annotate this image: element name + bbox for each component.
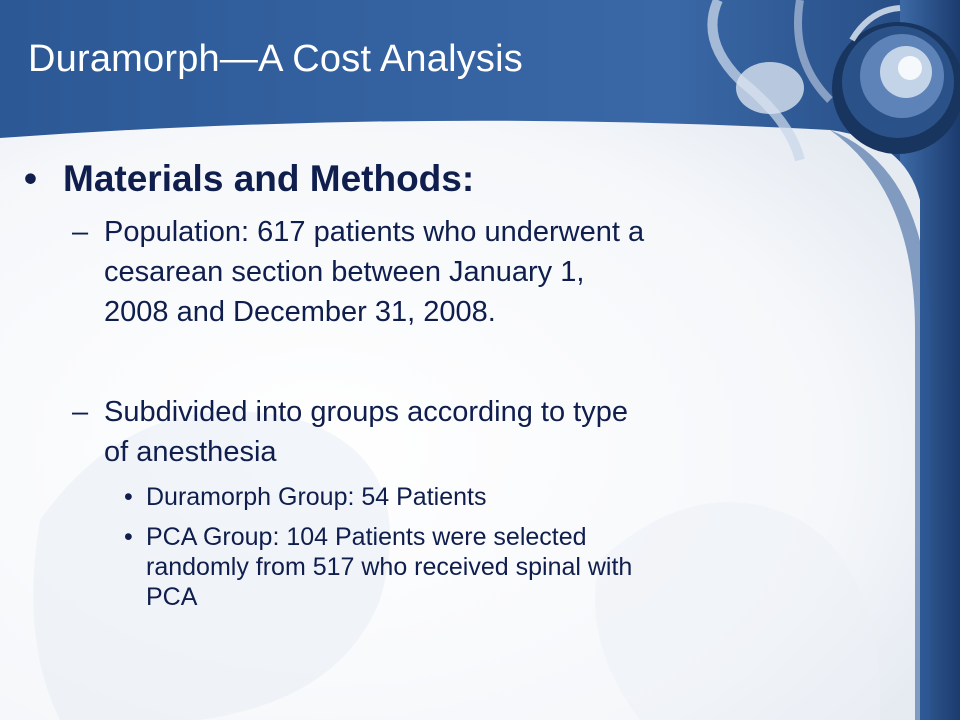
population-item <box>72 212 832 332</box>
subitem-line: randomly from 517 who received spinal with <box>146 553 633 581</box>
duramorph-group-item <box>124 482 824 512</box>
dash-marker: – <box>72 396 89 428</box>
item-line: Subdivided into groups according to type <box>104 396 628 428</box>
slide-title: Duramorph—A Cost Analysis <box>28 38 523 80</box>
subitem-line: PCA Group: 104 Patients were selected <box>146 523 587 551</box>
subitem-line: PCA <box>146 583 198 611</box>
subdivided-item <box>72 392 832 472</box>
bullet-icon: • <box>124 523 133 551</box>
bullet-icon: • <box>124 483 133 511</box>
pca-group-item <box>124 522 824 612</box>
subitem-line: Duramorph Group: 54 Patients <box>146 483 487 511</box>
item-line: of anesthesia <box>104 436 277 468</box>
item-line: Population: 617 patients who underwent a <box>104 216 645 248</box>
item-line: cesarean section between January 1, <box>104 256 585 288</box>
bullet-icon: • <box>24 158 37 199</box>
item-line: 2008 and December 31, 2008. <box>104 296 496 328</box>
heading-text: Materials and Methods: <box>63 158 475 199</box>
dash-marker: – <box>72 216 89 248</box>
